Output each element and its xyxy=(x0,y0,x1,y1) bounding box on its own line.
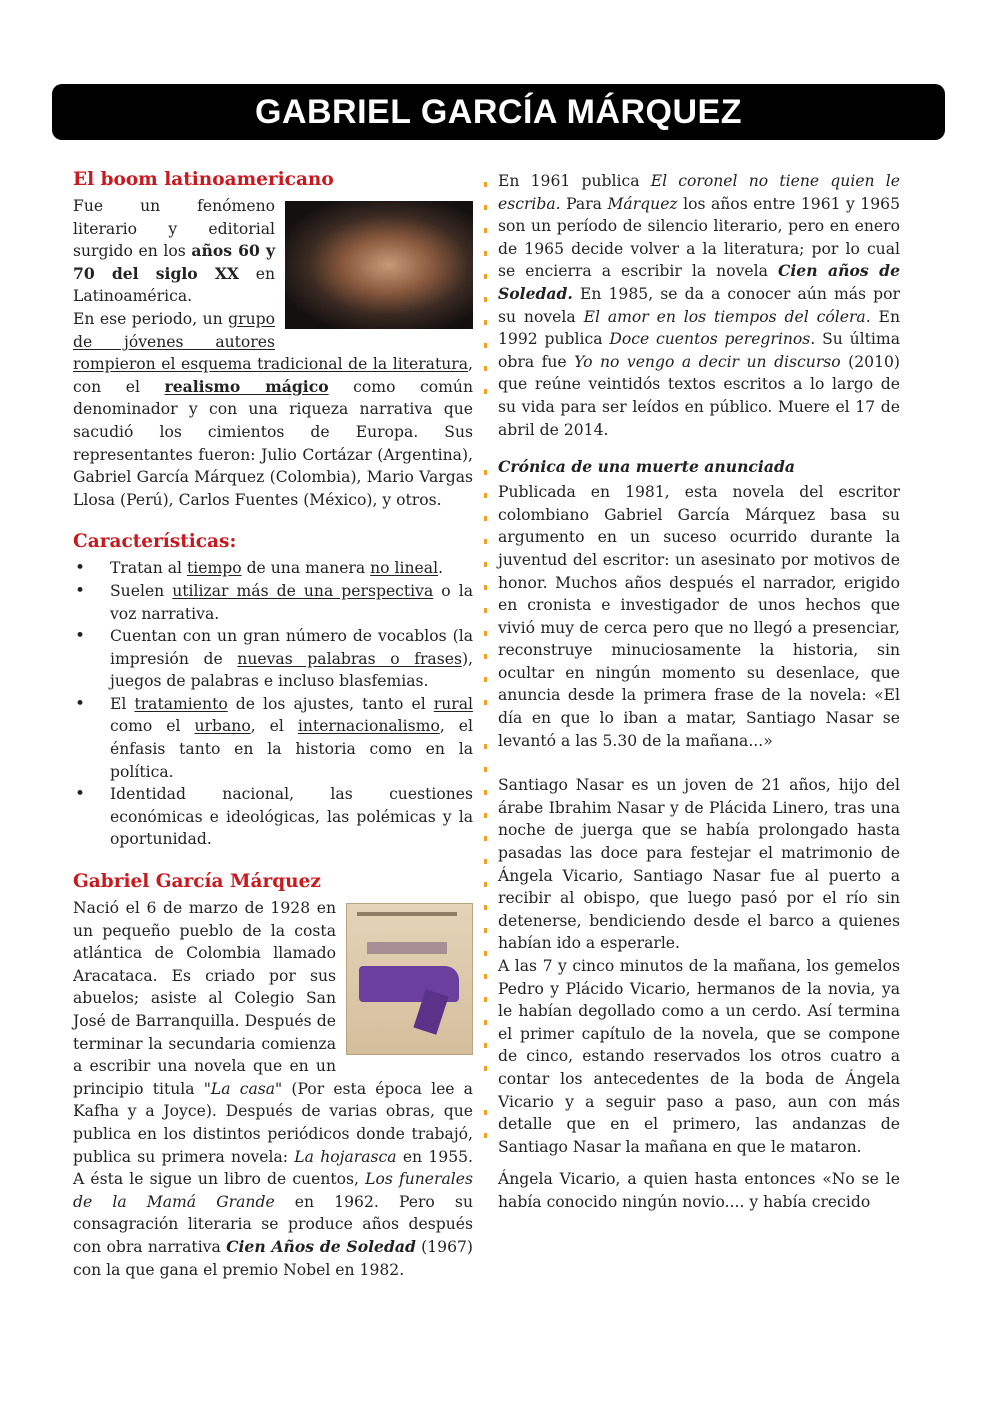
portrait-photo xyxy=(285,201,473,329)
boom-paragraph-1: Fue un fenómeno literario y editorial surgido en los años 60 y 70 del siglo XX en Latinoamérica. xyxy=(73,197,276,306)
right-column xyxy=(498,170,900,1214)
ggm-paragraph: Nació el 6 de marzo de 1928 en un pequeño pueblo de la costa atlántica de Colombia llamado Aracataca. Es criado por sus abuelos; asiste al Colegio San José de Barranquilla. Después de terminar la secundaria comienza a escribir una novela que en un principio titula "La casa" (Por esta época lee a Kafha y a Joyce). Después de varias obras, que publica en los distintos periódicos donde trabajó, publica su primera novela: La hojarasca en 1955. A ésta le sigue un libro de cuentos, Los funerales de la Mamá Grande en 1962. Pero su consagración literaria se produce años después con obra narrativa Cien Años de Soledad (1967) con la que gana el premio Nobel en 1982. xyxy=(73,899,474,1279)
list-item: • Tratan al tiempo de una manera no lineal. xyxy=(73,557,473,580)
cronica-paragraph-2: Santiago Nasar es un joven de 21 años, hijo del árabe Ibrahim Nasar y de Plácida Linero, tras una noche de juerga que se había prolongado hasta pasadas las doce para festejar el matrimonio de Ángela Vicario, Santiago Nasar fue al puerto a recibir al obispo, que luego pasó por el río sin detenerse, bendiciendo desde el barco a quienes habían ido a esperarle. xyxy=(498,776,900,953)
list-item: • El tratamiento de los ajustes, tanto el rural como el urbano, el internacionalismo, el énfasis tanto en la historia como en la política. xyxy=(73,693,473,783)
section-heading-boom: El boom latinoamericano xyxy=(73,169,334,190)
cronica-paragraph-3: A las 7 y cinco minutos de la mañana, los gemelos Pedro y Plácido Vicario, hermanos de la novia, ya le habían degollado como a un cerdo. Así termina el primer capítulo de la novela, que se compone de cinco, estando reservados los otros cuatro a contar los antecedentes de la boda de Ángela Vicario y a seguir paso a paso, aun con más detalle que en el primero, las andanzas de Santiago Nasar la mañana en que le mataron. xyxy=(498,957,900,1156)
cronica-heading: Crónica de una muerte anunciada xyxy=(498,457,795,477)
boom-paragraph-2: En ese periodo, un grupo de jóvenes autores rompieron el esquema tradicional de la literatura, con el realismo mágico como común denominador y con una riqueza narrativa que sacudió los cimientos de Europa. Sus representantes fueron: Julio Cortázar (Argentina), Gabriel García Márquez (Colombia), Mario Vargas Llosa (Perú), Carlos Fuentes (México), y otros. xyxy=(73,309,473,509)
page-title: GABRIEL GARCÍA MÁRQUEZ xyxy=(255,92,742,131)
bio-paragraph: En 1961 publica El coronel no tiene quien le escriba. Para Márquez los años entre 1961 y 1965 son un período de silencio literario, pero en enero de 1965 decide volver a la literatura; por lo cual se encierra a escribir la novela Cien años de Soledad. En 1985, se da a conocer aún más por su novela El amor en los tiempos del cólera. En 1992 publica Doce cuentos peregrinos. Su última obra fue Yo no vengo a decir un discurso (2010) que reúne veintidós textos escritos a lo largo de su vida para ser leídos en público. Muere el 17 de abril de 2014. xyxy=(498,172,901,439)
list-item: • Cuentan con un gran número de vocablos (la impresión de nuevas palabras o frases), juegos de palabras e incluso blasfemias. xyxy=(73,625,473,693)
caracteristicas-list xyxy=(73,557,473,851)
list-item: • Suelen utilizar más de una perspectiva o la voz narrativa. xyxy=(73,580,473,625)
section-heading-caracteristicas: Características: xyxy=(73,531,237,553)
section-heading-ggm: Gabriel García Márquez xyxy=(73,871,321,893)
left-column xyxy=(73,167,473,1281)
title-banner xyxy=(52,84,945,140)
book-cover-image xyxy=(346,903,473,1055)
list-item: • Identidad nacional, las cuestiones económicas e ideológicas, las polémicas y la oportunidad. xyxy=(73,783,473,851)
cronica-paragraph-1: Publicada en 1981, esta novela del escritor colombiano Gabriel García Márquez basa su argumento en un suceso ocurrido durante la juventud del escritor: un asesinato por motivos de honor. Muchos años después el narrador, erigido en cronista e investigador de unos hechos que vivió muy de cerca pero que no llegó a presenciar, reconstruye minuciosamente la historia, sin ocultar en ningún momento su desenlace, que anuncia desde la primera frase de la novela: «El día en que lo iban a matar, Santiago Nasar se levantó a las 5.30 de la mañana...» xyxy=(498,483,900,750)
cronica-paragraph-4: Ángela Vicario, a quien hasta entonces «No se le había conocido ningún novio.... y había crecido xyxy=(498,1170,900,1211)
